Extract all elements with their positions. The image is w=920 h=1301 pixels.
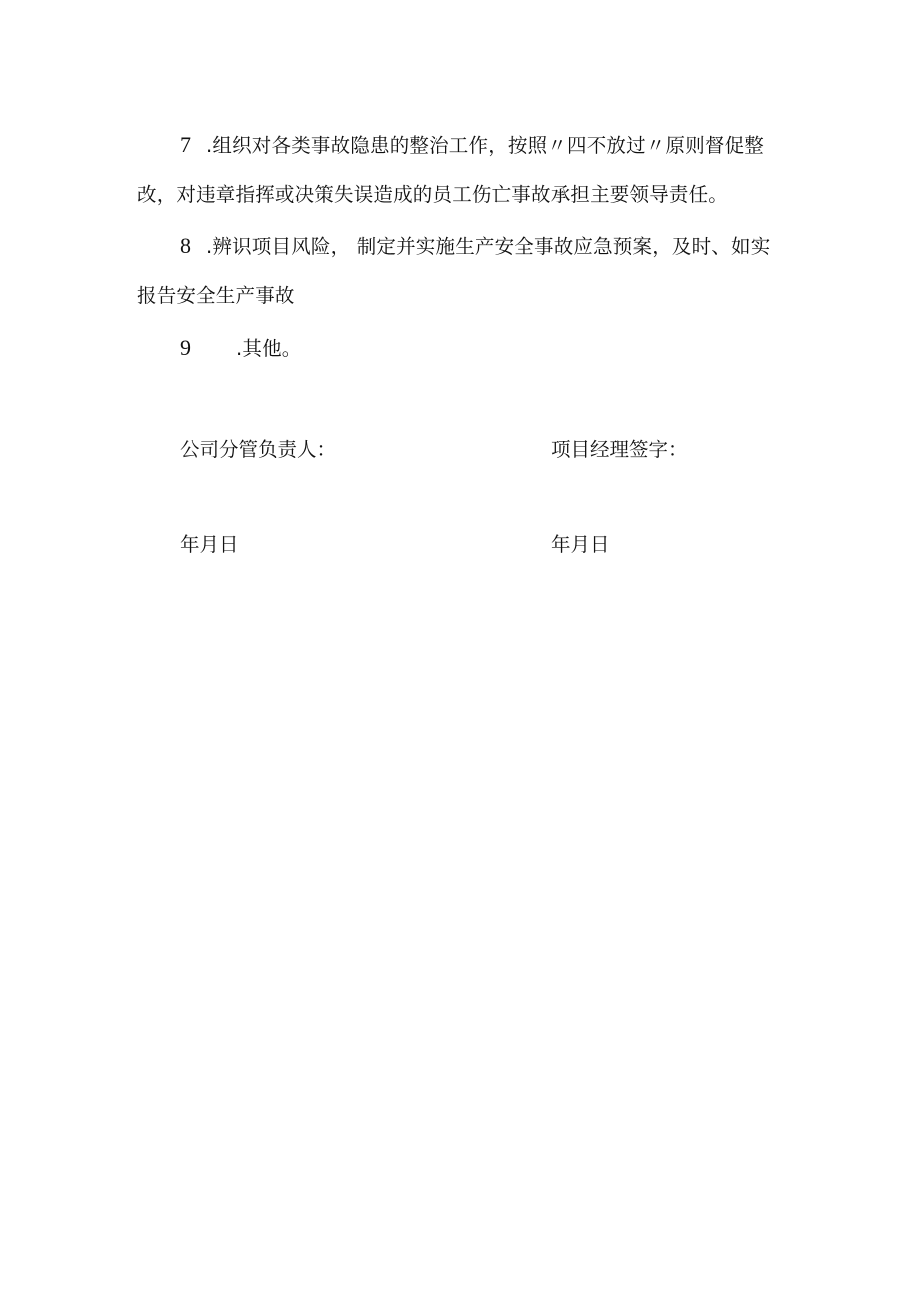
company-manager-label: 公司分管负责人：	[180, 438, 337, 461]
item-9-text-1: .其他。	[236, 337, 302, 360]
item-7-text-2: 改，对违章指挥或决策失误造成的员工伤亡事故承担主要领导责任。	[137, 183, 729, 206]
item-7-line-2	[137, 183, 728, 207]
item-8-line-1	[180, 234, 770, 259]
item-9-number: 9	[180, 335, 192, 360]
item-7-line-1	[180, 133, 764, 158]
item-8-line-2	[137, 284, 295, 308]
right-date-label: 年月日	[551, 533, 610, 556]
item-9-line-1	[180, 336, 302, 361]
project-manager-signature-label: 项目经理签字：	[551, 438, 688, 461]
left-date-label: 年月日	[180, 533, 239, 556]
item-8-text-2: 报告安全生产事故	[137, 284, 295, 307]
item-8-text-1: .辨识项目风险， 制定并实施生产安全事故应急预案，及时、如实	[206, 235, 771, 258]
item-7-number: 7	[180, 132, 192, 157]
item-7-text-1: .组织对各类事故隐患的整治工作，按照〃四不放过〃原则督促整	[206, 134, 764, 157]
item-8-number: 8	[180, 233, 192, 258]
